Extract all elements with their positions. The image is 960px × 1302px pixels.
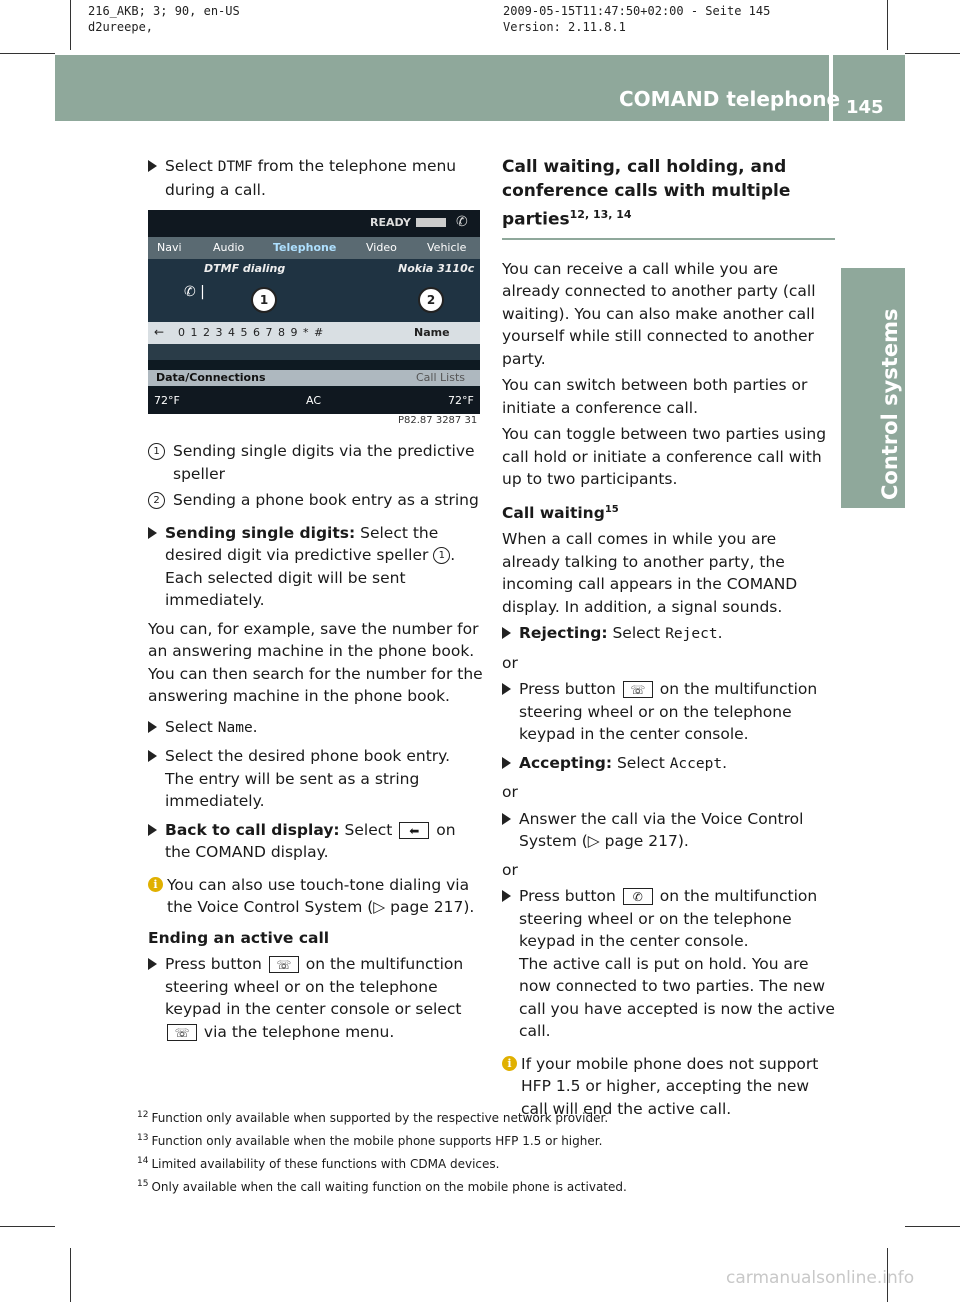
status-bar	[148, 210, 480, 237]
text: on the multifunction steering wheel or on the telephone keypad in the center console.	[519, 887, 818, 951]
image-reference: P82.87 3287 31	[398, 415, 478, 426]
text: Each selected digit will be sent immediately.	[165, 568, 406, 609]
char-row	[148, 344, 480, 360]
temp-left: 72°F	[154, 394, 180, 407]
arrow-bullet-icon	[148, 160, 157, 172]
paragraph: When a call comes in while you are already talking to another party, the incoming call appears in the COMAND display. In addition, a signal sounds.	[502, 530, 798, 616]
text: .	[717, 624, 723, 643]
trim-mark	[887, 0, 888, 50]
text: Select	[607, 624, 666, 643]
footnote-number: 14	[137, 1156, 149, 1166]
side-tab-label: Control systems	[878, 308, 902, 500]
footnotes	[137, 1105, 857, 1197]
step-select-name	[148, 716, 483, 740]
footnote-text: Only available when the call waiting function on the mobile phone is activated.	[151, 1180, 627, 1194]
callout-2: 2	[418, 287, 444, 313]
phone-icon: ✆	[456, 214, 468, 230]
back-arrow-icon: ⬅	[399, 822, 429, 839]
print-meta-left	[88, 3, 240, 35]
bottom-menu	[148, 370, 480, 386]
arrow-bullet-icon	[502, 813, 511, 825]
print-meta-right	[503, 3, 770, 35]
paragraph: You can switch between both parties or initiate a conference call.	[502, 376, 808, 417]
step-label: Accepting:	[519, 753, 613, 772]
text: The entry will be sent as a string immediately.	[165, 769, 420, 810]
footnote-ref: 12, 13, 14	[569, 208, 632, 221]
watermark: carmanualsonline.info	[726, 1268, 915, 1288]
signal-icon	[416, 218, 446, 227]
callout-number: 1	[433, 547, 450, 564]
arrow-bullet-icon	[148, 527, 157, 539]
text: If your mobile phone does not support HFP 1.5 or higher, accepting the new call will end the active call.	[521, 1054, 819, 1118]
footnote-text: Limited availability of these functions with CDMA devices.	[151, 1157, 500, 1171]
dtmf-label: DTMF dialing	[204, 262, 286, 275]
meta-line: d2ureepe,	[88, 20, 154, 34]
step-sending-digits	[148, 522, 483, 612]
section-rule	[502, 238, 835, 240]
paragraph: You can, for example, save the number for an answering machine in the phone book. You can then search for the number for the answering machine in the phone book.	[148, 619, 483, 705]
text: via the telephone menu.	[199, 1022, 395, 1041]
or-text: or	[502, 783, 518, 802]
page-title: COMAND telephone	[619, 87, 841, 111]
title-text: Call waiting, call holding, and conference calls with multiple parties	[502, 157, 791, 230]
trim-mark	[905, 1226, 960, 1227]
arrow-bullet-icon	[502, 890, 511, 902]
speller-row	[148, 322, 480, 344]
speller-name: Name	[414, 326, 450, 339]
paragraph: You can toggle between two parties using call hold or initiate a conference call with up to two participants.	[502, 425, 827, 489]
step-label: Rejecting:	[519, 624, 608, 643]
text: Press button	[165, 955, 267, 973]
meta-line: 2009-05-15T11:47:50+02:00 - Seite 145	[503, 4, 771, 18]
menu-navi: Navi	[157, 241, 182, 254]
trim-mark	[70, 0, 71, 50]
step-voice	[502, 808, 835, 853]
text: .	[252, 717, 258, 736]
code-reject: Reject	[665, 626, 718, 643]
phone-name: Nokia 3110c	[398, 262, 475, 275]
menu-call-lists: Call Lists	[416, 371, 465, 384]
arrow-bullet-icon	[502, 683, 511, 695]
text: Answer the call via the Voice Control System (▷ page 217).	[519, 809, 804, 851]
end-call-icon: ☏	[623, 681, 653, 698]
footnote-text: Function only available when the mobile phone supports HFP 1.5 or higher.	[151, 1134, 603, 1148]
page-number: 145	[846, 97, 884, 118]
text: Select	[339, 820, 398, 839]
spacer	[148, 360, 480, 370]
info-icon: i	[148, 877, 163, 892]
trim-mark	[70, 1248, 71, 1302]
meta-line: Version: 2.11.8.1	[503, 20, 626, 34]
temp-right: 72°F	[448, 394, 474, 407]
text: Sending a phone book entry as a string	[173, 491, 479, 509]
trim-mark	[905, 53, 960, 54]
callout-number: 1	[148, 443, 165, 460]
code-dtmf: DTMF	[217, 159, 253, 175]
climate-bar	[148, 388, 480, 414]
subheading: Ending an active call	[148, 928, 330, 947]
menu-data-connections: Data/Connections	[156, 371, 266, 384]
menu-vehicle: Vehicle	[427, 241, 467, 254]
text: Press button	[519, 887, 621, 906]
step-label: Sending single digits:	[165, 523, 356, 542]
arrow-bullet-icon	[502, 757, 511, 769]
callout-number: 2	[148, 492, 165, 509]
step-press-end	[502, 678, 835, 746]
text: .	[722, 753, 728, 772]
end-call-icon: ☏	[269, 956, 299, 973]
comand-display-image	[148, 210, 480, 414]
text: Press button	[519, 680, 621, 699]
arrow-bullet-icon	[148, 824, 157, 836]
code-accept: Accept	[669, 755, 723, 772]
subheading-text: Call waiting	[502, 503, 605, 522]
main-menu	[148, 237, 480, 259]
step-reject	[502, 622, 835, 646]
step-accept	[502, 752, 835, 776]
arrow-bullet-icon	[148, 721, 157, 733]
step-label: Back to call display:	[165, 820, 340, 839]
section-title	[502, 155, 835, 232]
trim-mark	[0, 1226, 55, 1227]
footnote-number: 12	[137, 1110, 149, 1120]
text: on the multifunction steering wheel or on the telephone keypad in the center console or select	[165, 955, 464, 1018]
dtmf-area	[148, 259, 480, 322]
left-column-body	[148, 440, 483, 1049]
menu-telephone: Telephone	[273, 241, 337, 254]
arrow-bullet-icon	[148, 958, 157, 970]
footnote-ref: 15	[604, 503, 619, 515]
step-select-entry	[148, 745, 483, 813]
arrow-bullet-icon	[148, 750, 157, 762]
code-name: Name	[217, 719, 253, 736]
text: The active call is put on hold. You are now connected to two parties. The new call you have accepted is now the active call.	[519, 954, 835, 1041]
text: Select	[612, 753, 670, 772]
text: You can also use touch-tone dialing via the Voice Control System (▷ page 217).	[167, 875, 475, 916]
list-item-1	[148, 440, 483, 485]
info-icon: i	[502, 1056, 517, 1071]
meta-line: 216_AKB; 3; 90, en-US	[88, 4, 240, 18]
or-text: or	[502, 653, 518, 672]
back-arrow-icon: ←	[154, 325, 165, 339]
footnote	[137, 1128, 857, 1151]
left-column	[148, 155, 483, 207]
footnote-text: Function only available when supported by the respective network provider.	[151, 1111, 609, 1125]
info-note	[148, 874, 483, 919]
trim-mark	[0, 53, 55, 54]
text: on the multifunction steering wheel or on the telephone keypad in the center console.	[519, 680, 818, 744]
footnote	[137, 1174, 857, 1197]
text: Select	[165, 717, 218, 736]
menu-audio: Audio	[213, 241, 245, 254]
footnote-number: 15	[137, 1179, 149, 1189]
text: Select the desired phone book entry.	[165, 747, 451, 765]
arrow-bullet-icon	[502, 627, 511, 639]
list-item-2	[148, 489, 483, 512]
climate-ac: AC	[306, 394, 322, 407]
phone-icon: ✆ |	[184, 284, 205, 300]
accept-call-icon: ✆	[623, 888, 653, 905]
step-select-dtmf	[148, 155, 483, 201]
end-call-icon: ☏	[167, 1024, 197, 1041]
status-text: READY	[370, 216, 411, 229]
paragraph: You can receive a call while you are already connected to another party (call waiting). You can also make another call yourself while still connected to another party.	[502, 259, 816, 368]
text: on the COMAND display.	[165, 820, 456, 861]
text: Select the desired digit via predictive speller	[165, 523, 439, 564]
text: from the telephone menu during a call.	[165, 157, 457, 199]
footnote	[137, 1105, 857, 1128]
subheading	[502, 499, 835, 525]
text: Sending single digits via the predictive speller	[173, 442, 475, 483]
menu-video: Video	[366, 241, 397, 254]
or-text: or	[502, 860, 518, 879]
step-back	[148, 819, 483, 864]
callout-1: 1	[251, 287, 277, 313]
right-column	[502, 155, 835, 1128]
footnote	[137, 1151, 857, 1174]
step-press-accept	[502, 885, 835, 1043]
step-end-call	[148, 953, 483, 1043]
footnote-number: 13	[137, 1133, 149, 1143]
text: .	[450, 546, 456, 564]
speller-keys: 0 1 2 3 4 5 6 7 8 9 * #	[178, 326, 325, 339]
text: Select	[165, 157, 218, 175]
